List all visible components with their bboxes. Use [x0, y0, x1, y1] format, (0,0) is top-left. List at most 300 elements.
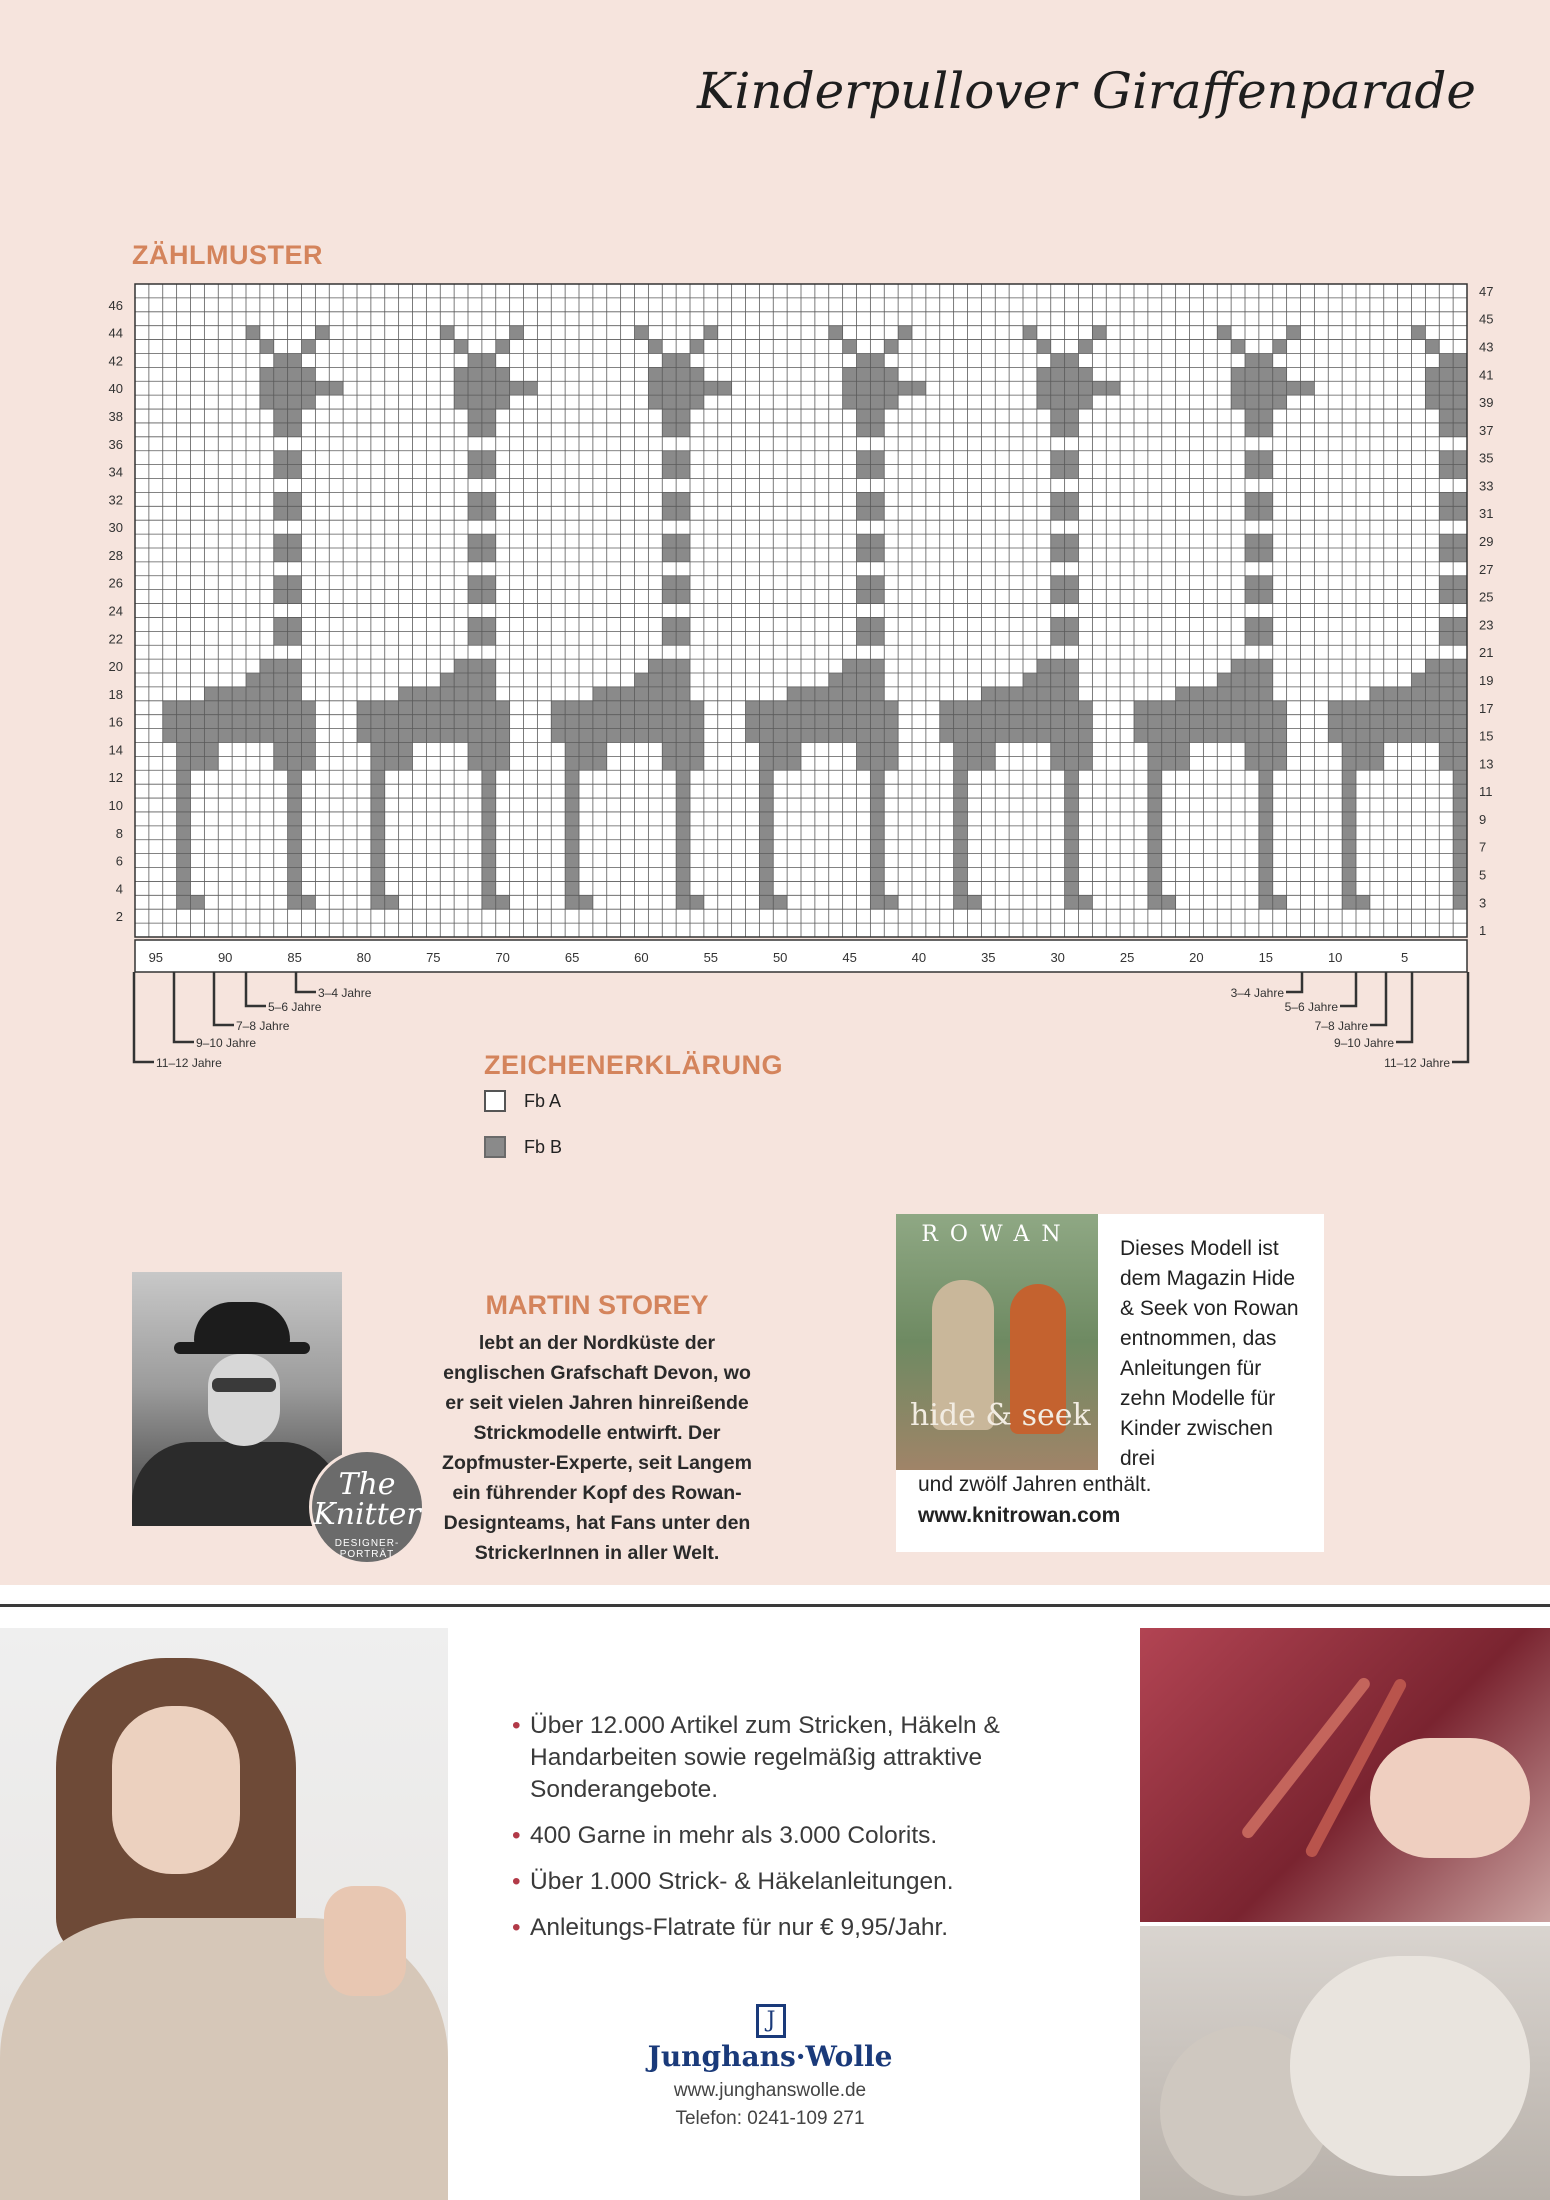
chart-cell-fb-b: [1439, 576, 1453, 590]
chart-cell-fb-b: [468, 687, 482, 701]
chart-cell-fb-b: [648, 659, 662, 673]
chart-cell-fb-b: [1245, 451, 1259, 465]
chart-cell-fb-b: [468, 548, 482, 562]
chart-cell-fb-b: [468, 715, 482, 729]
chart-cell-fb-b: [454, 395, 468, 409]
chart-cell-fb-b: [648, 367, 662, 381]
chart-cell-fb-b: [690, 381, 704, 395]
chart-cell-fb-b: [1425, 381, 1439, 395]
row-label: 35: [1479, 450, 1494, 466]
chart-cell-fb-b: [385, 729, 399, 743]
chart-cell-fb-b: [829, 673, 843, 687]
bullet-icon: •: [512, 1822, 521, 1849]
chart-cell-fb-b: [274, 409, 288, 423]
chart-cell-fb-b: [676, 353, 690, 367]
brand-name: Junghans·Wolle: [647, 2040, 893, 2073]
chart-cell-fb-b: [468, 353, 482, 367]
chart-cell-fb-b: [746, 715, 760, 729]
ad-bullet: • Anleitungs-Flatrate für nur € 9,95/Jahr.: [512, 1912, 1132, 1944]
brand-url[interactable]: www.junghanswolle.de: [673, 2080, 867, 2101]
chart-cell-fb-b: [870, 548, 884, 562]
stitch-label: 15: [1258, 950, 1274, 965]
chart-cell-fb-b: [357, 715, 371, 729]
chart-cell-fb-b: [648, 673, 662, 687]
chart-cell-fb-b: [468, 659, 482, 673]
row-label: 33: [1479, 478, 1494, 494]
chart-cell-fb-b: [1259, 451, 1273, 465]
chart-cell-fb-b: [1245, 492, 1259, 506]
chart-cell-fb-b: [662, 451, 676, 465]
chart-cell-fb-b: [593, 701, 607, 715]
chart-cell-fb-b: [1065, 756, 1079, 770]
chart-cell-fb-b: [1009, 715, 1023, 729]
chart-cell-fb-b: [1259, 742, 1273, 756]
chart-cell-fb-b: [302, 395, 316, 409]
chart-cell-fb-b: [482, 729, 496, 743]
chart-cell-fb-b: [1037, 673, 1051, 687]
chart-cell-fb-b: [1203, 715, 1217, 729]
chart-cell-fb-b: [1023, 326, 1037, 340]
chart-cell-fb-b: [1259, 770, 1273, 784]
chart-cell-fb-b: [177, 784, 191, 798]
chart-cell-fb-b: [1065, 576, 1079, 590]
chart-cell-fb-b: [371, 868, 385, 882]
chart-cell-fb-b: [954, 881, 968, 895]
chart-cell-fb-b: [1148, 742, 1162, 756]
chart-cell-fb-b: [1245, 353, 1259, 367]
chart-cell-fb-b: [1231, 381, 1245, 395]
chart-cell-fb-b: [1051, 631, 1065, 645]
chart-cell-fb-b: [1342, 826, 1356, 840]
chart-cell-fb-b: [1439, 756, 1453, 770]
chart-cell-fb-b: [274, 465, 288, 479]
chart-cell-fb-b: [204, 701, 218, 715]
chart-cell-fb-b: [1439, 534, 1453, 548]
chart-cell-fb-b: [232, 701, 246, 715]
chart-cell-fb-b: [704, 326, 718, 340]
chart-cell-fb-b: [870, 895, 884, 909]
row-label: 30: [108, 520, 123, 536]
chart-cell-fb-b: [579, 895, 593, 909]
chart-cell-fb-b: [1259, 395, 1273, 409]
chart-cell-fb-b: [1412, 673, 1426, 687]
chart-cell-fb-b: [1065, 506, 1079, 520]
color-b-swatch: [484, 1136, 506, 1158]
chart-cell-fb-b: [1065, 423, 1079, 437]
chart-cell-fb-b: [565, 840, 579, 854]
size-bracket: [1340, 972, 1356, 1006]
chart-cell-fb-b: [1453, 590, 1467, 604]
chart-cell-fb-b: [1176, 715, 1190, 729]
chart-cell-fb-b: [870, 868, 884, 882]
chart-cell-fb-b: [302, 729, 316, 743]
chart-cell-fb-b: [857, 492, 871, 506]
row-label: 12: [108, 770, 123, 786]
chart-cell-fb-b: [482, 617, 496, 631]
row-label: 15: [1479, 728, 1494, 744]
row-label: 7: [1479, 839, 1487, 855]
chart-cell-fb-b: [454, 659, 468, 673]
chart-cell-fb-b: [884, 381, 898, 395]
chart-cell-fb-b: [288, 506, 302, 520]
chart-cell-fb-b: [482, 826, 496, 840]
chart-cell-fb-b: [204, 756, 218, 770]
chart-cell-fb-b: [676, 506, 690, 520]
chart-cell-fb-b: [1079, 756, 1093, 770]
chart-cell-fb-b: [1190, 701, 1204, 715]
row-label: 29: [1479, 534, 1494, 549]
chart-cell-fb-b: [1342, 701, 1356, 715]
chart-cell-fb-b: [1439, 701, 1453, 715]
chart-cell-fb-b: [579, 701, 593, 715]
chart-cell-fb-b: [1148, 798, 1162, 812]
chart-cell-fb-b: [1439, 353, 1453, 367]
chart-cell-fb-b: [870, 492, 884, 506]
chart-cell-fb-b: [1259, 756, 1273, 770]
chart-cell-fb-b: [510, 381, 524, 395]
chart-cell-fb-b: [288, 353, 302, 367]
chart-cell-fb-b: [260, 715, 274, 729]
chart-cell-fb-b: [1037, 687, 1051, 701]
chart-cell-fb-b: [1259, 895, 1273, 909]
chart-cell-fb-b: [676, 673, 690, 687]
chart-cell-fb-b: [1065, 812, 1079, 826]
chart-cell-fb-b: [246, 701, 260, 715]
chart-cell-fb-b: [968, 742, 982, 756]
chart-cell-fb-b: [260, 729, 274, 743]
row-label: 28: [108, 547, 123, 563]
chart-cell-fb-b: [1148, 812, 1162, 826]
chart-cell-fb-b: [288, 701, 302, 715]
chart-cell-fb-b: [288, 784, 302, 798]
chart-cell-fb-b: [1453, 617, 1467, 631]
chart-cell-fb-b: [857, 465, 871, 479]
chart-cell-fb-b: [1356, 729, 1370, 743]
chart-cell-fb-b: [524, 381, 538, 395]
chart-cell-fb-b: [1356, 756, 1370, 770]
size-label: 5–6 Jahre: [1284, 1000, 1338, 1014]
row-label: 20: [108, 659, 123, 675]
chart-cell-fb-b: [759, 826, 773, 840]
chart-cell-fb-b: [1231, 701, 1245, 715]
chart-cell-fb-b: [1037, 715, 1051, 729]
chart-cell-fb-b: [1259, 729, 1273, 743]
chart-cell-fb-b: [676, 423, 690, 437]
chart-cell-fb-b: [1453, 729, 1467, 743]
chart-cell-fb-b: [981, 687, 995, 701]
chart-cell-fb-b: [1412, 326, 1426, 340]
chart-cell-fb-b: [315, 381, 329, 395]
chart-cell-fb-b: [857, 353, 871, 367]
chart-cell-fb-b: [648, 729, 662, 743]
chart-cell-fb-b: [773, 756, 787, 770]
chart-cell-fb-b: [191, 729, 205, 743]
chart-cell-fb-b: [482, 895, 496, 909]
chart-cell-fb-b: [1453, 715, 1467, 729]
chart-cell-fb-b: [371, 798, 385, 812]
chart-cell-fb-b: [607, 715, 621, 729]
knitting-hands-photo: [1140, 1628, 1550, 1922]
chart-cell-fb-b: [1106, 381, 1120, 395]
chart-cell-fb-b: [413, 729, 427, 743]
chart-cell-fb-b: [468, 742, 482, 756]
chart-cell-fb-b: [676, 715, 690, 729]
chart-cell-fb-b: [1065, 409, 1079, 423]
rowan-text: Dieses Modell ist dem Magazin Hide & Seek von Rowan entnommen, das Anleitungen für zehn Modelle für Kinder zwischen drei: [1120, 1237, 1299, 1470]
row-label: 8: [115, 825, 123, 841]
chart-cell-fb-b: [1245, 381, 1259, 395]
chart-cell-fb-b: [288, 659, 302, 673]
chart-cell-fb-b: [260, 673, 274, 687]
chart-cell-fb-b: [759, 770, 773, 784]
chart-cell-fb-b: [274, 395, 288, 409]
chart-cell-fb-b: [1259, 673, 1273, 687]
chart-cell-fb-b: [1259, 492, 1273, 506]
chart-cell-fb-b: [815, 729, 829, 743]
chart-cell-fb-b: [870, 353, 884, 367]
chart-cell-fb-b: [177, 895, 191, 909]
chart-cell-fb-b: [1259, 687, 1273, 701]
chart-cell-fb-b: [898, 326, 912, 340]
chart-cell-fb-b: [1065, 659, 1079, 673]
chart-cell-fb-b: [274, 742, 288, 756]
chart-cell-fb-b: [1259, 534, 1273, 548]
chart-cell-fb-b: [302, 715, 316, 729]
chart-cell-fb-b: [648, 340, 662, 354]
chart-cell-fb-b: [371, 742, 385, 756]
chart-cell-fb-b: [302, 895, 316, 909]
chart-cell-fb-b: [1425, 367, 1439, 381]
chart-cell-fb-b: [787, 729, 801, 743]
chart-cell-fb-b: [1370, 742, 1384, 756]
chart-cell-fb-b: [274, 423, 288, 437]
size-bracket: [246, 972, 266, 1006]
chart-cell-fb-b: [1245, 701, 1259, 715]
chart-cell-fb-b: [482, 840, 496, 854]
chart-cell-fb-b: [413, 715, 427, 729]
chart-cell-fb-b: [496, 756, 510, 770]
chart-cell-fb-b: [565, 742, 579, 756]
chart-cell-fb-b: [884, 715, 898, 729]
row-label: 25: [1479, 589, 1494, 605]
chart-cell-fb-b: [1245, 673, 1259, 687]
row-label: 24: [108, 603, 123, 619]
chart-cell-fb-b: [593, 715, 607, 729]
chart-cell-fb-b: [371, 895, 385, 909]
chart-cell-fb-b: [454, 340, 468, 354]
chart-cell-fb-b: [385, 895, 399, 909]
chart-cell-fb-b: [1037, 729, 1051, 743]
chart-cell-fb-b: [1342, 770, 1356, 784]
chart-cell-fb-b: [260, 340, 274, 354]
chart-cell-fb-b: [1412, 729, 1426, 743]
row-label: 5: [1479, 867, 1487, 883]
chart-cell-fb-b: [884, 742, 898, 756]
chart-cell-fb-b: [870, 798, 884, 812]
chart-cell-fb-b: [676, 701, 690, 715]
chart-cell-fb-b: [1398, 715, 1412, 729]
row-label: 36: [108, 436, 123, 452]
chart-cell-fb-b: [1259, 881, 1273, 895]
chart-cell-fb-b: [1453, 353, 1467, 367]
chart-cell-fb-b: [857, 381, 871, 395]
chart-cell-fb-b: [482, 367, 496, 381]
chart-cell-fb-b: [870, 770, 884, 784]
row-label: 27: [1479, 561, 1494, 577]
chart-cell-fb-b: [1065, 465, 1079, 479]
chart-cell-fb-b: [399, 742, 413, 756]
chart-cell-fb-b: [1051, 729, 1065, 743]
chart-cell-fb-b: [995, 687, 1009, 701]
row-label: 46: [108, 297, 123, 313]
chart-cell-fb-b: [1065, 381, 1079, 395]
chart-cell-fb-b: [1065, 715, 1079, 729]
chart-cell-fb-b: [260, 367, 274, 381]
chart-cell-fb-b: [260, 687, 274, 701]
chart-cell-fb-b: [1051, 451, 1065, 465]
chart-cell-fb-b: [1453, 451, 1467, 465]
chart-cell-fb-b: [482, 715, 496, 729]
chart-cell-fb-b: [260, 659, 274, 673]
chart-cell-fb-b: [676, 395, 690, 409]
chart-cell-fb-b: [676, 576, 690, 590]
chart-cell-fb-b: [1259, 367, 1273, 381]
chart-cell-fb-b: [232, 729, 246, 743]
chart-cell-fb-b: [371, 729, 385, 743]
chart-cell-fb-b: [593, 687, 607, 701]
magazine-subtitle: hide & seek: [910, 1398, 1091, 1433]
chart-cell-fb-b: [676, 770, 690, 784]
chart-cell-fb-b: [191, 715, 205, 729]
size-bracket: [1370, 972, 1386, 1025]
chart-cell-fb-b: [1148, 715, 1162, 729]
chart-cell-fb-b: [635, 687, 649, 701]
chart-cell-fb-b: [676, 798, 690, 812]
chart-cell-fb-b: [288, 631, 302, 645]
chart-cell-fb-b: [1259, 854, 1273, 868]
chart-cell-fb-b: [1162, 756, 1176, 770]
chart-cell-fb-b: [857, 715, 871, 729]
chart-cell-fb-b: [593, 729, 607, 743]
chart-cell-fb-b: [496, 742, 510, 756]
chart-cell-fb-b: [232, 687, 246, 701]
chart-cell-fb-b: [1231, 659, 1245, 673]
chart-cell-fb-b: [857, 506, 871, 520]
chart-cell-fb-b: [995, 701, 1009, 715]
stitch-label: 75: [426, 950, 441, 965]
chart-cell-fb-b: [302, 381, 316, 395]
chart-cell-fb-b: [1051, 367, 1065, 381]
chart-cell-fb-b: [857, 742, 871, 756]
chart-cell-fb-b: [1065, 492, 1079, 506]
chart-cell-fb-b: [454, 367, 468, 381]
chart-cell-fb-b: [1259, 465, 1273, 479]
ad-model-photo: [0, 1628, 448, 2200]
chart-cell-fb-b: [1051, 715, 1065, 729]
chart-cell-fb-b: [981, 729, 995, 743]
chart-cell-fb-b: [1023, 673, 1037, 687]
chart-cell-fb-b: [1439, 715, 1453, 729]
chart-cell-fb-b: [1148, 868, 1162, 882]
chart-cell-fb-b: [1190, 729, 1204, 743]
chart-cell-fb-b: [1231, 729, 1245, 743]
chart-cell-fb-b: [954, 854, 968, 868]
chart-cell-fb-b: [1065, 729, 1079, 743]
chart-cell-fb-b: [787, 687, 801, 701]
chart-cell-fb-b: [288, 770, 302, 784]
chart-cell-fb-b: [1148, 881, 1162, 895]
legend-item-fb-b: [484, 1136, 562, 1158]
designer-bio: lebt an der Nordküste der englischen Grafschaft Devon, wo er seit vielen Jahren hinreißende Strickmodelle entwirft. Der Zopfmuster-Experte, seit Langem ein führender Kopf des Rowan-Designteams, hat Fans unter den StrickerInnen in aller Welt.: [442, 1332, 752, 1564]
rowan-link[interactable]: www.knitrowan.com: [918, 1504, 1121, 1527]
chart-cell-fb-b: [1051, 353, 1065, 367]
chart-cell-fb-b: [607, 701, 621, 715]
chart-cell-fb-b: [662, 673, 676, 687]
chart-cell-fb-b: [1217, 673, 1231, 687]
chart-cell-fb-b: [995, 729, 1009, 743]
chart-cell-fb-b: [329, 381, 343, 395]
chart-cell-fb-b: [565, 881, 579, 895]
chart-cell-fb-b: [288, 881, 302, 895]
chart-cell-fb-b: [1162, 742, 1176, 756]
chart-cell-fb-b: [690, 895, 704, 909]
chart-cell-fb-b: [1370, 756, 1384, 770]
legend-label: Fb B: [524, 1136, 563, 1157]
chart-cell-fb-b: [482, 409, 496, 423]
chart-cell-fb-b: [454, 729, 468, 743]
chart-cell-fb-b: [1453, 854, 1467, 868]
chart-cell-fb-b: [1439, 381, 1453, 395]
chart-cell-fb-b: [426, 701, 440, 715]
chart-cell-fb-b: [371, 784, 385, 798]
chart-cell-fb-b: [1065, 854, 1079, 868]
chart-cell-fb-b: [482, 868, 496, 882]
chart-cell-fb-b: [482, 701, 496, 715]
chart-cell-fb-b: [177, 715, 191, 729]
yarn-balls-photo: [1140, 1926, 1550, 2200]
size-label: 3–4 Jahre: [1230, 986, 1284, 1000]
chart-cell-fb-b: [787, 742, 801, 756]
chart-cell-fb-b: [1425, 395, 1439, 409]
row-label: 43: [1479, 339, 1494, 355]
chart-cell-fb-b: [1217, 715, 1231, 729]
chart-cell-fb-b: [302, 742, 316, 756]
chart-cell-fb-b: [857, 687, 871, 701]
chart-cell-fb-b: [857, 548, 871, 562]
chart-cell-fb-b: [468, 534, 482, 548]
chart-cell-fb-b: [870, 854, 884, 868]
chart-cell-fb-b: [288, 409, 302, 423]
chart-cell-fb-b: [1079, 340, 1093, 354]
chart-cell-fb-b: [759, 868, 773, 882]
chart-cell-fb-b: [288, 673, 302, 687]
size-label: 11–12 Jahre: [1384, 1056, 1450, 1070]
chart-cell-fb-b: [496, 395, 510, 409]
chart-cell-fb-b: [690, 395, 704, 409]
chart-cell-fb-b: [218, 715, 232, 729]
chart-cell-fb-b: [468, 395, 482, 409]
chart-cell-fb-b: [857, 534, 871, 548]
chart-cell-fb-b: [1259, 715, 1273, 729]
chart-cell-fb-b: [676, 854, 690, 868]
chart-cell-fb-b: [1259, 381, 1273, 395]
row-label: 11: [1479, 784, 1493, 800]
chart-cell-fb-b: [1065, 701, 1079, 715]
chart-cell-fb-b: [1384, 687, 1398, 701]
chart-cell-fb-b: [843, 673, 857, 687]
chart-heading: ZÄHLMUSTER: [132, 240, 323, 270]
chart-cell-fb-b: [759, 742, 773, 756]
